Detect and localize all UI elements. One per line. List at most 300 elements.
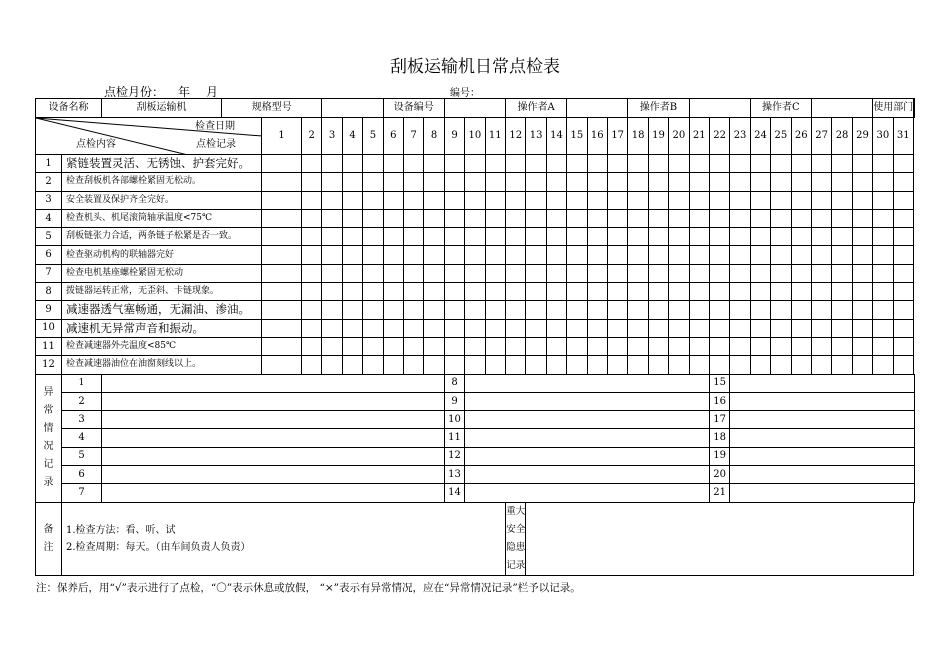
check-cell[interactable] — [669, 155, 689, 173]
check-cell[interactable] — [262, 173, 302, 191]
check-cell[interactable] — [342, 301, 362, 319]
check-cell[interactable] — [730, 356, 750, 374]
abnormal-entry[interactable] — [730, 374, 914, 392]
check-cell[interactable] — [750, 228, 770, 246]
check-cell[interactable] — [607, 228, 627, 246]
check-cell[interactable] — [322, 246, 342, 264]
check-cell[interactable] — [791, 228, 811, 246]
check-cell[interactable] — [322, 173, 342, 191]
check-cell[interactable] — [567, 191, 587, 209]
check-cell[interactable] — [893, 356, 913, 374]
check-cell[interactable] — [567, 301, 587, 319]
check-cell[interactable] — [709, 337, 729, 355]
check-cell[interactable] — [893, 246, 913, 264]
check-cell[interactable] — [302, 246, 322, 264]
check-cell[interactable] — [791, 191, 811, 209]
check-cell[interactable] — [567, 264, 587, 282]
check-cell[interactable] — [689, 264, 709, 282]
check-cell[interactable] — [669, 228, 689, 246]
check-cell[interactable] — [771, 319, 791, 337]
check-cell[interactable] — [302, 319, 322, 337]
check-cell[interactable] — [587, 155, 607, 173]
check-cell[interactable] — [873, 155, 893, 173]
check-cell[interactable] — [546, 319, 566, 337]
check-cell[interactable] — [363, 301, 383, 319]
check-cell[interactable] — [873, 301, 893, 319]
check-cell[interactable] — [730, 337, 750, 355]
check-cell[interactable] — [567, 155, 587, 173]
check-cell[interactable] — [852, 209, 872, 227]
check-cell[interactable] — [791, 283, 811, 301]
check-cell[interactable] — [587, 283, 607, 301]
check-cell[interactable] — [506, 209, 526, 227]
check-cell[interactable] — [730, 155, 750, 173]
check-cell[interactable] — [424, 173, 444, 191]
check-cell[interactable] — [587, 209, 607, 227]
check-cell[interactable] — [689, 283, 709, 301]
check-cell[interactable] — [771, 209, 791, 227]
check-cell[interactable] — [730, 191, 750, 209]
check-cell[interactable] — [730, 173, 750, 191]
check-cell[interactable] — [689, 246, 709, 264]
check-cell[interactable] — [832, 301, 852, 319]
check-cell[interactable] — [404, 319, 424, 337]
check-cell[interactable] — [465, 173, 485, 191]
check-cell[interactable] — [526, 246, 546, 264]
check-cell[interactable] — [262, 264, 302, 282]
check-cell[interactable] — [607, 337, 627, 355]
check-cell[interactable] — [485, 319, 505, 337]
check-cell[interactable] — [262, 155, 302, 173]
check-cell[interactable] — [465, 356, 485, 374]
check-cell[interactable] — [444, 356, 464, 374]
check-cell[interactable] — [587, 173, 607, 191]
check-cell[interactable] — [302, 173, 322, 191]
check-cell[interactable] — [873, 283, 893, 301]
check-cell[interactable] — [567, 246, 587, 264]
check-cell[interactable] — [791, 301, 811, 319]
check-cell[interactable] — [485, 173, 505, 191]
check-cell[interactable] — [791, 337, 811, 355]
check-cell[interactable] — [791, 356, 811, 374]
check-cell[interactable] — [322, 191, 342, 209]
check-cell[interactable] — [506, 283, 526, 301]
check-cell[interactable] — [444, 173, 464, 191]
check-cell[interactable] — [689, 191, 709, 209]
check-cell[interactable] — [342, 191, 362, 209]
check-cell[interactable] — [424, 209, 444, 227]
check-cell[interactable] — [424, 283, 444, 301]
check-cell[interactable] — [383, 319, 403, 337]
check-cell[interactable] — [383, 155, 403, 173]
check-cell[interactable] — [444, 264, 464, 282]
check-cell[interactable] — [485, 209, 505, 227]
check-cell[interactable] — [709, 228, 729, 246]
check-cell[interactable] — [465, 191, 485, 209]
check-cell[interactable] — [363, 209, 383, 227]
check-cell[interactable] — [873, 209, 893, 227]
check-cell[interactable] — [546, 173, 566, 191]
check-cell[interactable] — [873, 337, 893, 355]
check-cell[interactable] — [771, 155, 791, 173]
check-cell[interactable] — [363, 228, 383, 246]
check-cell[interactable] — [506, 173, 526, 191]
check-cell[interactable] — [404, 191, 424, 209]
check-cell[interactable] — [383, 283, 403, 301]
check-cell[interactable] — [342, 337, 362, 355]
check-cell[interactable] — [485, 155, 505, 173]
check-cell[interactable] — [444, 301, 464, 319]
check-cell[interactable] — [322, 228, 342, 246]
check-cell[interactable] — [465, 301, 485, 319]
operator-a-field[interactable] — [567, 99, 628, 118]
check-cell[interactable] — [750, 173, 770, 191]
check-cell[interactable] — [465, 264, 485, 282]
check-cell[interactable] — [302, 209, 322, 227]
check-cell[interactable] — [607, 191, 627, 209]
check-cell[interactable] — [811, 191, 831, 209]
check-cell[interactable] — [607, 209, 627, 227]
check-cell[interactable] — [893, 173, 913, 191]
check-cell[interactable] — [873, 264, 893, 282]
check-cell[interactable] — [811, 173, 831, 191]
check-cell[interactable] — [302, 283, 322, 301]
check-cell[interactable] — [669, 283, 689, 301]
abnormal-entry[interactable] — [465, 411, 710, 429]
check-cell[interactable] — [791, 246, 811, 264]
check-cell[interactable] — [791, 264, 811, 282]
check-cell[interactable] — [832, 246, 852, 264]
check-cell[interactable] — [506, 337, 526, 355]
check-cell[interactable] — [771, 264, 791, 282]
check-cell[interactable] — [262, 319, 302, 337]
check-cell[interactable] — [485, 356, 505, 374]
check-cell[interactable] — [811, 246, 831, 264]
check-cell[interactable] — [669, 301, 689, 319]
check-cell[interactable] — [832, 209, 852, 227]
check-cell[interactable] — [669, 209, 689, 227]
check-cell[interactable] — [648, 356, 668, 374]
check-cell[interactable] — [587, 246, 607, 264]
check-cell[interactable] — [832, 356, 852, 374]
check-cell[interactable] — [852, 155, 872, 173]
check-cell[interactable] — [628, 283, 648, 301]
check-cell[interactable] — [444, 191, 464, 209]
check-cell[interactable] — [302, 191, 322, 209]
check-cell[interactable] — [791, 155, 811, 173]
check-cell[interactable] — [730, 301, 750, 319]
check-cell[interactable] — [852, 319, 872, 337]
check-cell[interactable] — [771, 337, 791, 355]
check-cell[interactable] — [648, 337, 668, 355]
check-cell[interactable] — [811, 228, 831, 246]
check-cell[interactable] — [689, 356, 709, 374]
check-cell[interactable] — [322, 337, 342, 355]
abnormal-entry[interactable] — [102, 411, 445, 429]
check-cell[interactable] — [587, 319, 607, 337]
check-cell[interactable] — [811, 301, 831, 319]
check-cell[interactable] — [444, 209, 464, 227]
abnormal-entry[interactable] — [730, 447, 914, 465]
check-cell[interactable] — [587, 301, 607, 319]
check-cell[interactable] — [791, 173, 811, 191]
check-cell[interactable] — [506, 319, 526, 337]
check-cell[interactable] — [342, 155, 362, 173]
model-field[interactable] — [322, 99, 383, 118]
check-cell[interactable] — [669, 337, 689, 355]
check-cell[interactable] — [730, 246, 750, 264]
check-cell[interactable] — [689, 173, 709, 191]
abnormal-entry[interactable] — [465, 374, 710, 392]
check-cell[interactable] — [893, 155, 913, 173]
check-cell[interactable] — [424, 264, 444, 282]
check-cell[interactable] — [750, 155, 770, 173]
abnormal-entry[interactable] — [465, 392, 710, 410]
check-cell[interactable] — [526, 337, 546, 355]
check-cell[interactable] — [546, 337, 566, 355]
check-cell[interactable] — [750, 264, 770, 282]
check-cell[interactable] — [342, 246, 362, 264]
check-cell[interactable] — [689, 319, 709, 337]
check-cell[interactable] — [771, 356, 791, 374]
check-cell[interactable] — [709, 191, 729, 209]
check-cell[interactable] — [404, 246, 424, 264]
check-cell[interactable] — [628, 246, 648, 264]
check-cell[interactable] — [363, 319, 383, 337]
check-cell[interactable] — [302, 356, 322, 374]
check-cell[interactable] — [811, 337, 831, 355]
check-cell[interactable] — [648, 228, 668, 246]
check-cell[interactable] — [302, 301, 322, 319]
check-cell[interactable] — [607, 246, 627, 264]
check-cell[interactable] — [750, 319, 770, 337]
check-cell[interactable] — [628, 155, 648, 173]
check-cell[interactable] — [648, 191, 668, 209]
check-cell[interactable] — [648, 264, 668, 282]
check-cell[interactable] — [383, 301, 403, 319]
check-cell[interactable] — [485, 283, 505, 301]
check-cell[interactable] — [424, 337, 444, 355]
check-cell[interactable] — [607, 301, 627, 319]
abnormal-entry[interactable] — [730, 411, 914, 429]
operator-b-field[interactable] — [689, 99, 750, 118]
check-cell[interactable] — [404, 356, 424, 374]
check-cell[interactable] — [262, 246, 302, 264]
check-cell[interactable] — [526, 173, 546, 191]
check-cell[interactable] — [750, 301, 770, 319]
check-cell[interactable] — [873, 173, 893, 191]
check-cell[interactable] — [383, 173, 403, 191]
check-cell[interactable] — [383, 209, 403, 227]
check-cell[interactable] — [791, 209, 811, 227]
check-cell[interactable] — [444, 246, 464, 264]
check-cell[interactable] — [832, 228, 852, 246]
check-cell[interactable] — [628, 301, 648, 319]
major-hazard-field[interactable] — [526, 502, 914, 575]
check-cell[interactable] — [873, 191, 893, 209]
check-cell[interactable] — [811, 209, 831, 227]
check-cell[interactable] — [404, 155, 424, 173]
check-cell[interactable] — [750, 246, 770, 264]
abnormal-entry[interactable] — [730, 466, 914, 484]
check-cell[interactable] — [342, 209, 362, 227]
check-cell[interactable] — [567, 209, 587, 227]
abnormal-entry[interactable] — [730, 392, 914, 410]
check-cell[interactable] — [404, 337, 424, 355]
check-cell[interactable] — [363, 337, 383, 355]
abnormal-entry[interactable] — [465, 447, 710, 465]
check-cell[interactable] — [852, 246, 872, 264]
check-cell[interactable] — [648, 246, 668, 264]
check-cell[interactable] — [465, 228, 485, 246]
check-cell[interactable] — [873, 319, 893, 337]
check-cell[interactable] — [546, 356, 566, 374]
check-cell[interactable] — [485, 264, 505, 282]
check-cell[interactable] — [485, 191, 505, 209]
check-cell[interactable] — [669, 246, 689, 264]
check-cell[interactable] — [546, 191, 566, 209]
check-cell[interactable] — [607, 173, 627, 191]
check-cell[interactable] — [444, 283, 464, 301]
check-cell[interactable] — [322, 283, 342, 301]
check-cell[interactable] — [852, 283, 872, 301]
check-cell[interactable] — [465, 246, 485, 264]
check-cell[interactable] — [771, 246, 791, 264]
check-cell[interactable] — [893, 283, 913, 301]
check-cell[interactable] — [526, 356, 546, 374]
check-cell[interactable] — [689, 209, 709, 227]
check-cell[interactable] — [669, 356, 689, 374]
check-cell[interactable] — [730, 209, 750, 227]
check-cell[interactable] — [607, 319, 627, 337]
check-cell[interactable] — [567, 228, 587, 246]
check-cell[interactable] — [689, 301, 709, 319]
check-cell[interactable] — [750, 356, 770, 374]
check-cell[interactable] — [383, 264, 403, 282]
check-cell[interactable] — [852, 301, 872, 319]
check-cell[interactable] — [587, 264, 607, 282]
check-cell[interactable] — [771, 191, 791, 209]
abnormal-entry[interactable] — [102, 429, 445, 447]
check-cell[interactable] — [444, 228, 464, 246]
check-cell[interactable] — [811, 283, 831, 301]
check-cell[interactable] — [506, 191, 526, 209]
check-cell[interactable] — [404, 301, 424, 319]
check-cell[interactable] — [648, 319, 668, 337]
check-cell[interactable] — [465, 283, 485, 301]
check-cell[interactable] — [709, 356, 729, 374]
check-cell[interactable] — [832, 173, 852, 191]
check-cell[interactable] — [322, 319, 342, 337]
check-cell[interactable] — [322, 155, 342, 173]
check-cell[interactable] — [404, 209, 424, 227]
check-cell[interactable] — [669, 191, 689, 209]
check-cell[interactable] — [607, 264, 627, 282]
check-cell[interactable] — [424, 155, 444, 173]
check-cell[interactable] — [852, 173, 872, 191]
check-cell[interactable] — [485, 228, 505, 246]
check-cell[interactable] — [832, 319, 852, 337]
check-cell[interactable] — [669, 173, 689, 191]
check-cell[interactable] — [628, 319, 648, 337]
check-cell[interactable] — [893, 319, 913, 337]
check-cell[interactable] — [709, 264, 729, 282]
check-cell[interactable] — [669, 319, 689, 337]
check-cell[interactable] — [628, 337, 648, 355]
check-cell[interactable] — [383, 191, 403, 209]
check-cell[interactable] — [873, 246, 893, 264]
check-cell[interactable] — [302, 337, 322, 355]
check-cell[interactable] — [628, 228, 648, 246]
check-cell[interactable] — [832, 337, 852, 355]
check-cell[interactable] — [546, 283, 566, 301]
check-cell[interactable] — [709, 155, 729, 173]
check-cell[interactable] — [730, 264, 750, 282]
check-cell[interactable] — [485, 337, 505, 355]
check-cell[interactable] — [322, 301, 342, 319]
check-cell[interactable] — [262, 301, 302, 319]
check-cell[interactable] — [771, 173, 791, 191]
check-cell[interactable] — [342, 283, 362, 301]
check-cell[interactable] — [506, 301, 526, 319]
check-cell[interactable] — [383, 228, 403, 246]
check-cell[interactable] — [342, 228, 362, 246]
check-cell[interactable] — [363, 264, 383, 282]
check-cell[interactable] — [567, 283, 587, 301]
check-cell[interactable] — [648, 209, 668, 227]
check-cell[interactable] — [546, 228, 566, 246]
check-cell[interactable] — [322, 264, 342, 282]
check-cell[interactable] — [424, 301, 444, 319]
operator-c-field[interactable] — [811, 99, 872, 118]
check-cell[interactable] — [526, 283, 546, 301]
check-cell[interactable] — [262, 337, 302, 355]
check-cell[interactable] — [832, 283, 852, 301]
check-cell[interactable] — [791, 319, 811, 337]
check-cell[interactable] — [526, 191, 546, 209]
abnormal-entry[interactable] — [102, 466, 445, 484]
check-cell[interactable] — [852, 264, 872, 282]
check-cell[interactable] — [771, 283, 791, 301]
check-cell[interactable] — [628, 356, 648, 374]
check-cell[interactable] — [893, 337, 913, 355]
check-cell[interactable] — [669, 264, 689, 282]
check-cell[interactable] — [709, 283, 729, 301]
abnormal-entry[interactable] — [730, 429, 914, 447]
check-cell[interactable] — [424, 246, 444, 264]
check-cell[interactable] — [342, 319, 362, 337]
check-cell[interactable] — [730, 228, 750, 246]
abnormal-entry[interactable] — [102, 392, 445, 410]
check-cell[interactable] — [832, 264, 852, 282]
check-cell[interactable] — [322, 209, 342, 227]
check-cell[interactable] — [526, 155, 546, 173]
check-cell[interactable] — [689, 337, 709, 355]
check-cell[interactable] — [811, 319, 831, 337]
check-cell[interactable] — [383, 356, 403, 374]
check-cell[interactable] — [506, 228, 526, 246]
check-cell[interactable] — [506, 356, 526, 374]
check-cell[interactable] — [607, 155, 627, 173]
check-cell[interactable] — [852, 337, 872, 355]
check-cell[interactable] — [546, 155, 566, 173]
check-cell[interactable] — [526, 264, 546, 282]
check-cell[interactable] — [404, 283, 424, 301]
check-cell[interactable] — [628, 173, 648, 191]
abnormal-entry[interactable] — [102, 374, 445, 392]
check-cell[interactable] — [526, 209, 546, 227]
check-cell[interactable] — [832, 155, 852, 173]
